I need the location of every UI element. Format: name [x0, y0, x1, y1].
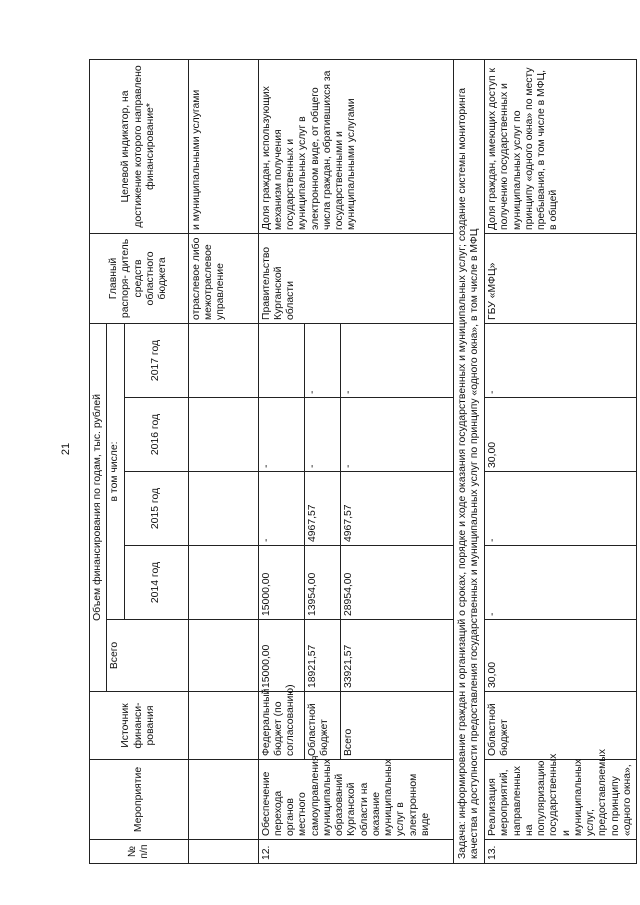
header-source: Источник финанси- рования: [90, 692, 189, 760]
rotated-table-wrapper: [89, 60, 635, 864]
row12-2015-1: -: [258, 472, 304, 546]
row12-total-2: 18921,57: [304, 620, 340, 692]
page-number: 21: [60, 442, 72, 456]
financing-table: [89, 59, 637, 864]
row13-manager: ГБУ «МФЦ»: [485, 233, 637, 323]
header-2016: 2016 год: [124, 398, 188, 472]
row13-indicator: Доля граждан, имеющих доступ к получению государственных и муниципальных услуг по принципу «одного окна» по месту пребывания, в том числе в МФЦ, в общей: [485, 59, 637, 233]
row12-total-1: 15000,00: [258, 620, 304, 692]
header-2015: 2015 год: [124, 472, 188, 546]
row13-event: Реализация мероприятий, направленных на популяризацию государственных и муниципальных услуг, предоставляемых по принципу «одного окна»,: [485, 760, 637, 840]
row13-source: Областной бюджет: [485, 692, 637, 760]
row12-indicator: Доля граждан, использующих механизм получения государственных и муниципальных услуг в электронном виде, от общего числа граждан, обратившихся за государственными и муниципальными услугами: [258, 59, 453, 233]
table-row: [485, 59, 637, 863]
header-total: Всего: [107, 620, 188, 692]
row12-total-3: 33921,57: [340, 620, 453, 692]
row13-2014: -: [485, 546, 637, 620]
row12-source-1: Федеральный бюджет (по согласованию): [258, 692, 304, 760]
row12-2017-2: -: [304, 323, 340, 397]
row12-2016-3: -: [340, 398, 453, 472]
header-row-1: [90, 59, 107, 863]
table-row: [258, 59, 304, 863]
row12-event: Обеспечение перехода органов местного самоуправления муниципальных образований Курганской области на оказание муниципальных услуг в электронном виде: [258, 760, 453, 840]
header-event: Мероприятие: [90, 760, 189, 840]
row12-2014-3: 28954,00: [340, 546, 453, 620]
header-2014: 2014 год: [124, 546, 188, 620]
row12-2014-1: 15000,00: [258, 546, 304, 620]
header-manager: Главный распоря- дитель средств областного бюджета: [90, 233, 189, 323]
row12-source-3: Всего: [340, 692, 453, 760]
row13-num: 13.: [485, 840, 637, 864]
row12-2017-1: [258, 323, 304, 397]
task-row: [453, 59, 485, 863]
header-incl: в том числе:: [107, 323, 124, 619]
row12-2016-1: -: [258, 398, 304, 472]
row12-2015-3: 4967,57: [340, 472, 453, 546]
header-2017: 2017 год: [124, 323, 188, 397]
row13-total: 30,00: [485, 620, 637, 692]
row12-2014-2: 13954,00: [304, 546, 340, 620]
row12-source-2: Областной бюджет: [304, 692, 340, 760]
row13-2016: 30,00: [485, 398, 637, 472]
cont-indicator: и муниципальными услугами: [188, 59, 258, 233]
row12-manager: Правительство Курганской области: [258, 233, 453, 323]
row12-2015-2: 4967,57: [304, 472, 340, 546]
row12-num: 12.: [258, 840, 453, 864]
header-indicator: Целевой индикатор, на достижение которого направлено финансирование*: [90, 59, 189, 233]
row12-2017-3: -: [340, 323, 453, 397]
continuation-row: [188, 59, 258, 863]
row13-2015: -: [485, 472, 637, 546]
cont-manager: отраслевое либо межотраслевое управление: [188, 233, 258, 323]
header-volume: Объем финансирования по годам, тыс. рублей: [90, 323, 107, 691]
task-text: Задача: информирование граждан и организаций о сроках, порядке и ходе оказания государственных и муниципальных услуг; создание системы мониторинга качества и доступности предоставления государственных и муниципальных услуг по принципу «одного окна», в том числе в МФЦ: [453, 59, 485, 863]
row13-2017: -: [485, 323, 637, 397]
header-num: № п/п: [90, 840, 189, 864]
row12-2016-2: -: [304, 398, 340, 472]
